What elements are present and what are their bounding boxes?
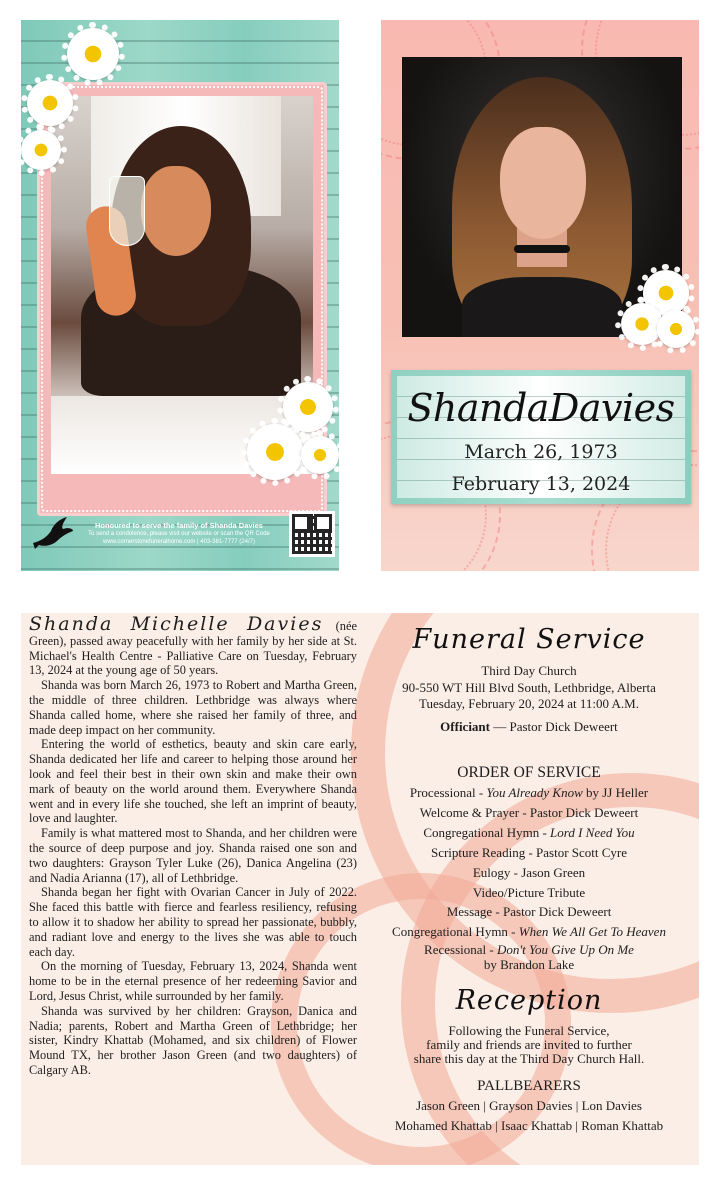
- reception-line: share this day at the Third Day Church Hall.: [413, 1051, 645, 1067]
- pallbearers-line: Mohamed Khattab | Isaac Khattab | Roman Khattab: [394, 1118, 664, 1134]
- order-item: Recessional - Don't You Give Up On Me: [424, 942, 634, 958]
- order-item: Processional - You Already Know by JJ Heller: [409, 785, 649, 800]
- service-venue: Third Day Church: [481, 663, 577, 678]
- qr-code[interactable]: [289, 511, 335, 557]
- order-item: Video/Picture Tribute: [472, 884, 586, 900]
- obituary-paragraph: Shanda Michelle Davies (née Green), passed away peacefully with her family by her side at St. Michael's Health Centre - Palliative Care on Tuesday, February 13, 2024 at the young age of 50 years.: [29, 613, 358, 678]
- inside-spread: [21, 613, 699, 1165]
- obituary-paragraph: Family is what mattered most to Shanda, and her children were the source of deep purpose and joy. Shanda raised one son and two daughters: Grayson Tyler Luke (26), Danica Angelina (23) and Nadia Arianna (17), all of Lethbridge.: [29, 826, 357, 885]
- order-of-service-heading: ORDER OF SERVICE: [457, 764, 601, 781]
- obituary-paragraph: On the morning of Tuesday, February 13, 2024, Shanda went home to be in the eternal presence of her redeeming Savior and Lord, Jesus Christ, while surrounded by her family.: [29, 959, 357, 1003]
- obituary-paragraph: Shanda began her fight with Ovarian Cancer in July of 2022. She faced this battle with fierce and fearless resiliency, refusing to allow it to shadow her ability to spread her passionate, bubbly, and radiant love and energy to the lives she was able to touch each day.: [29, 885, 357, 959]
- honour-title: Honoured to serve the family of Shanda Davies: [95, 521, 263, 530]
- daisy-icon: [67, 28, 119, 80]
- daisy-icon: [27, 80, 73, 126]
- order-item: Message - Pastor Dick Deweert: [446, 904, 612, 920]
- dove-icon: [31, 515, 75, 551]
- front-card: [21, 20, 339, 571]
- honour-footer: [21, 511, 339, 571]
- service-datetime: Tuesday, February 20, 2024 at 11:00 A.M.: [419, 696, 639, 711]
- reception-line: family and friends are invited to further: [426, 1037, 632, 1053]
- obituary-paragraph: Shanda was survived by her children: Grayson, Danica and Nadia; parents, Robert and Martha Green of Lethbridge; her sister, Kindry Khattab (Mohamed, and six children) of Flower Mound TX, her brother Jason Green (and two daughters) of Calgary AB.: [29, 1003, 357, 1077]
- cover-card: [381, 20, 699, 571]
- deceased-name: ShandaDavies: [407, 386, 675, 430]
- order-item: Congregational Hymn - Lord I Need You: [423, 824, 635, 840]
- obituary-name: Shanda Michelle Davies: [29, 613, 324, 635]
- order-item: Welcome & Prayer - Pastor Dick Deweert: [419, 804, 639, 820]
- daisy-icon: [657, 310, 695, 348]
- honour-condolence-line: To send a condolence, please visit our website or scan the QR Code: [88, 531, 270, 537]
- pallbearers-heading: PALLBEARERS: [477, 1078, 581, 1095]
- reception-line: Following the Funeral Service,: [448, 1023, 610, 1039]
- honour-text: [79, 521, 279, 546]
- daisy-icon: [301, 436, 339, 474]
- service-column: [365, 617, 693, 1136]
- obituary-paragraph: Entering the world of esthetics, beauty and skin care early, Shanda dedicated her life and career to helping those around her look and feel their best in their own skin and make their own mark of beauty on the world around them. Everywhere Shanda went and in every life she touched, she left an imprint of beauty, love and laughter.: [29, 737, 357, 826]
- service-address: 90-550 WT Hill Blvd South, Lethbridge, Alberta: [402, 679, 656, 695]
- obituary-paragraph: Shanda was born March 26, 1973 to Robert and Martha Green, the middle of three children. Lethbridge was always where Shanda called home, where she raised her family of three, and made deep impact on her community.: [29, 678, 357, 737]
- honour-contact-line[interactable]: www.cornerstonefuneralhome.com | 403-381-7777 (24/7): [103, 539, 255, 545]
- order-item: Eulogy - Jason Green: [472, 864, 586, 880]
- recessional-artist: by Brandon Lake: [483, 957, 575, 973]
- officiant-line: Officiant — Pastor Dick Deweert: [440, 718, 618, 734]
- daisy-icon: [21, 130, 61, 170]
- pallbearers-line: Jason Green | Grayson Davies | Lon Davies: [416, 1098, 642, 1114]
- order-item: Scripture Reading - Pastor Scott Cyre: [430, 844, 628, 860]
- name-board: [391, 370, 691, 504]
- reception-heading: Reception: [455, 985, 603, 1017]
- funeral-service-heading: Funeral Service: [412, 624, 646, 655]
- order-item: Congregational Hymn - When We All Get To Heaven: [392, 924, 666, 940]
- birth-date: March 26, 1973: [464, 441, 618, 463]
- obituary-text: [29, 613, 358, 1078]
- death-date: February 13, 2024: [451, 473, 631, 495]
- wine-glass: [109, 176, 145, 246]
